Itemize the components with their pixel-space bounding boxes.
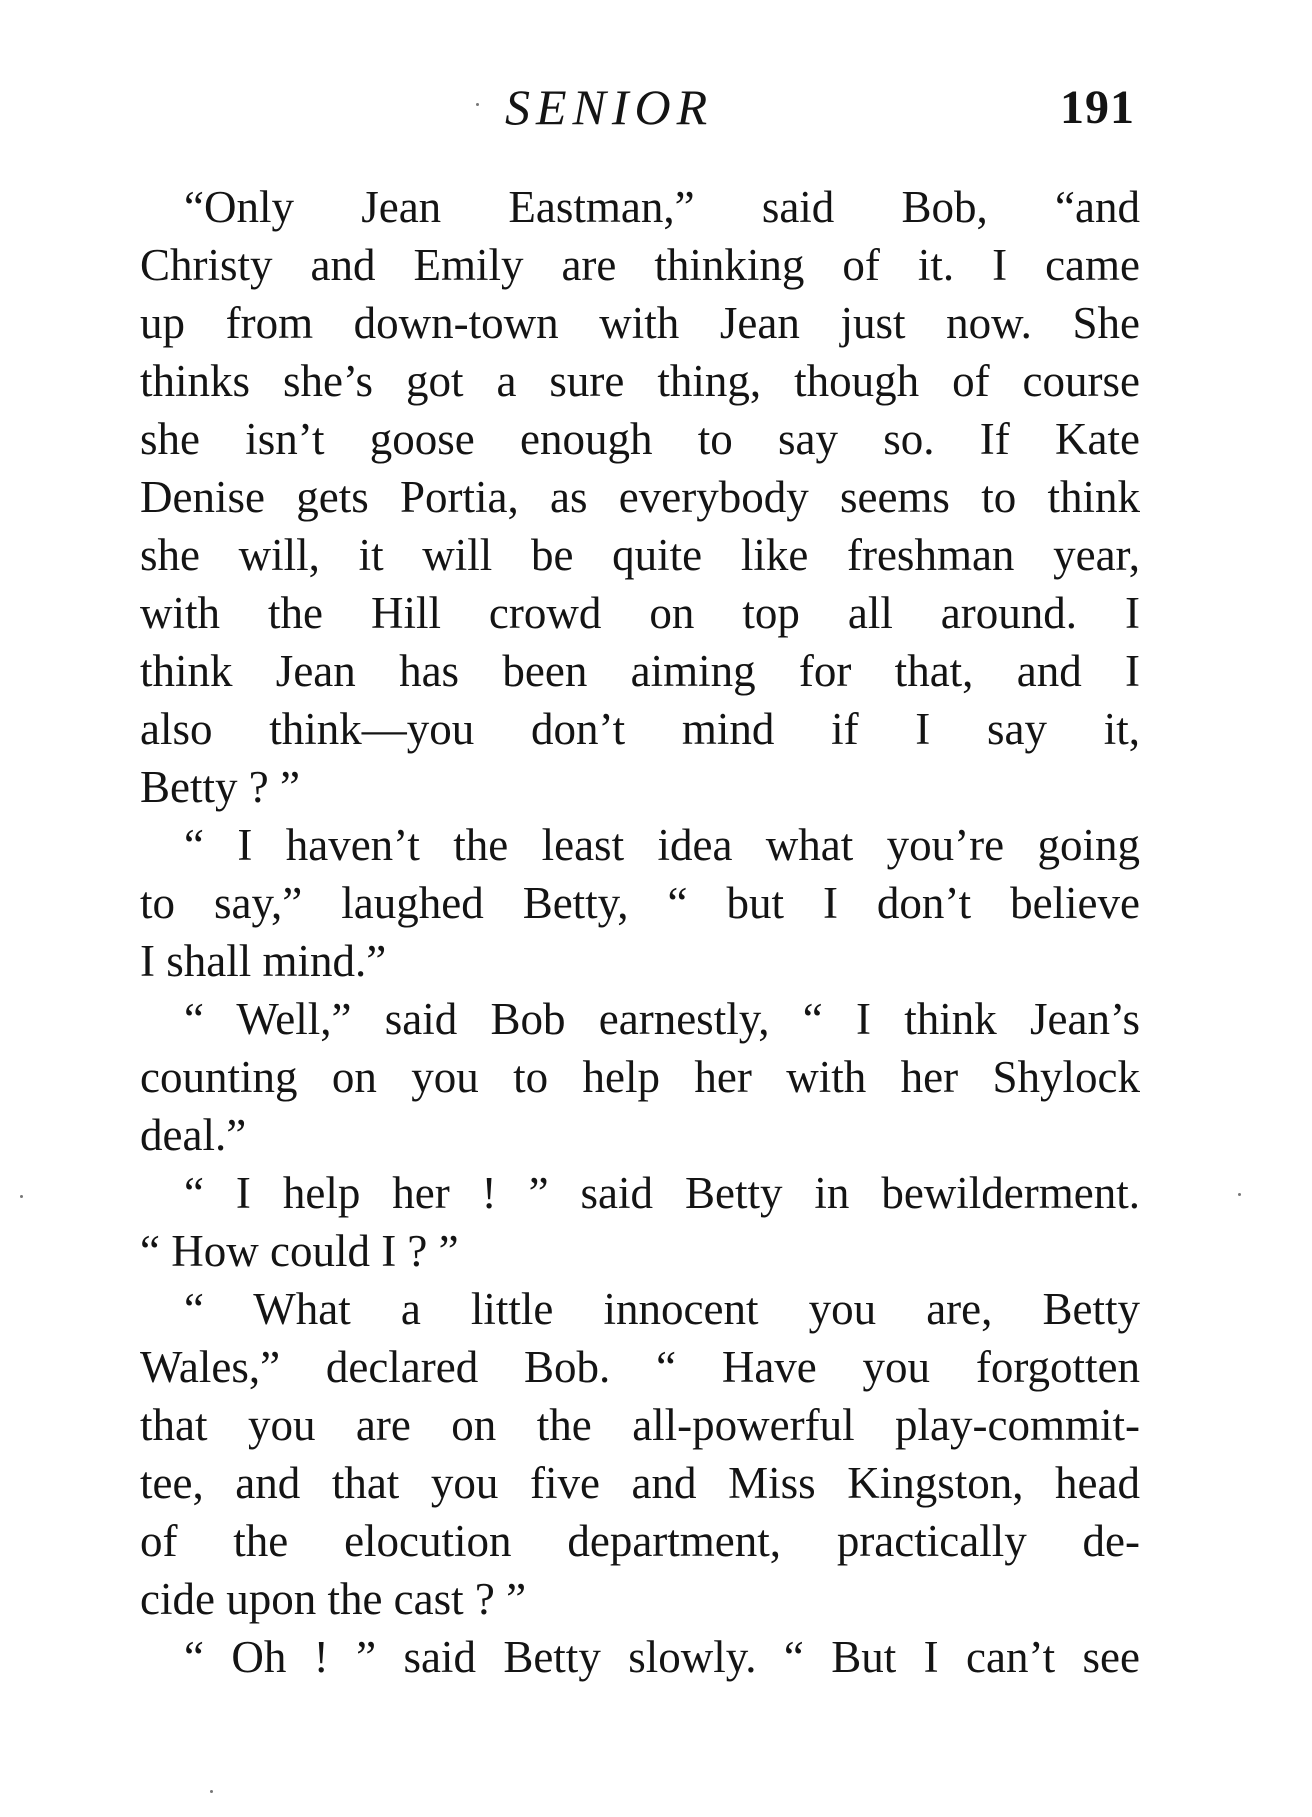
text-line: Wales,” declared Bob. “ Have you forgotten bbox=[140, 1342, 1140, 1392]
paper-speck bbox=[210, 1790, 213, 1793]
text-line: Denise gets Portia, as everybody seems to think bbox=[140, 472, 1140, 522]
text-line: “ Oh ! ” said Betty slowly. “ But I can’t see bbox=[184, 1632, 1140, 1682]
text-line: “Only Jean Eastman,” said Bob, “and bbox=[184, 182, 1140, 232]
text-line: also think—you don’t mind if I say it, bbox=[140, 704, 1140, 754]
text-line: “ What a little innocent you are, Betty bbox=[184, 1284, 1140, 1334]
text-line: “ I help her ! ” said Betty in bewilderment. bbox=[184, 1168, 1140, 1218]
text-line: cide upon the cast ? ” bbox=[140, 1574, 527, 1624]
text-line: that you are on the all-powerful play-commit- bbox=[140, 1400, 1140, 1450]
text-line: she isn’t goose enough to say so. If Kate bbox=[140, 414, 1140, 464]
text-line: up from down-town with Jean just now. She bbox=[140, 298, 1140, 348]
running-head bbox=[140, 70, 1140, 140]
paper-speck bbox=[1238, 1193, 1241, 1196]
text-line: “ Well,” said Bob earnestly, “ I think Jean’s bbox=[184, 994, 1140, 1044]
text-line: tee, and that you five and Miss Kingston, head bbox=[140, 1458, 1140, 1508]
paper-speck bbox=[20, 1195, 23, 1198]
text-line: deal.” bbox=[140, 1110, 247, 1160]
text-line: to say,” laughed Betty, “ but I don’t believe bbox=[140, 878, 1140, 928]
text-line: with the Hill crowd on top all around. I bbox=[140, 588, 1140, 638]
text-line: Betty ? ” bbox=[140, 762, 300, 812]
body-text bbox=[140, 178, 1140, 1686]
text-line: of the elocution department, practically de- bbox=[140, 1516, 1140, 1566]
text-line: counting on you to help her with her Shylock bbox=[140, 1052, 1140, 1102]
text-line: thinks she’s got a sure thing, though of course bbox=[140, 356, 1140, 406]
running-title: SENIOR bbox=[505, 79, 714, 135]
text-line: she will, it will be quite like freshman year, bbox=[140, 530, 1140, 580]
text-line: Christy and Emily are thinking of it. I came bbox=[140, 240, 1140, 290]
text-line: “ I haven’t the least idea what you’re going bbox=[184, 820, 1140, 870]
paper-speck bbox=[476, 103, 479, 106]
text-line: I shall mind.” bbox=[140, 936, 387, 986]
text-line: think Jean has been aiming for that, and I bbox=[140, 646, 1140, 696]
page-number: 191 bbox=[1060, 81, 1135, 134]
text-line: “ How could I ? ” bbox=[140, 1226, 459, 1276]
